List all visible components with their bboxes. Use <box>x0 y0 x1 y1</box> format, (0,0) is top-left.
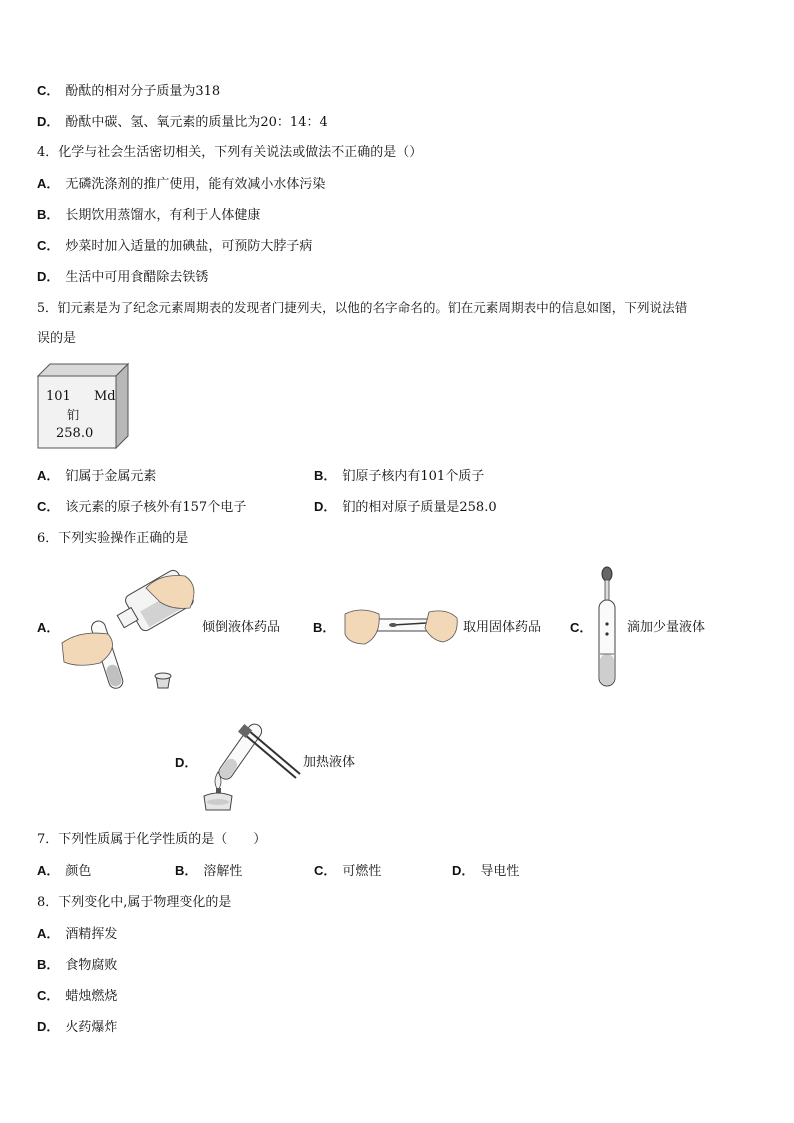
q5-option-a <box>37 467 156 486</box>
q6-option-c-label: C． <box>570 620 593 635</box>
option-text: 该元素的原子核外有157个电子 <box>65 500 247 515</box>
element-mass: 258.0 <box>56 426 94 441</box>
q4-stem: 4．化学与社会生活密切相关，下列有关说法或做法不正确的是（） <box>37 145 423 160</box>
option-text: 钔属于金属元素 <box>65 469 157 484</box>
q5-option-c <box>37 498 246 517</box>
option-label: D． <box>37 1019 60 1034</box>
option-label: A． <box>37 468 60 483</box>
q6-option-b-label: B． <box>313 620 336 635</box>
q5-stem-line2: 误的是 <box>37 331 77 346</box>
q4-option-b <box>37 206 260 225</box>
option-text: 无磷洗涤剂的推广使用，能有效减小水体污染 <box>65 177 326 192</box>
q7-stem: 7．下列性质属于化学性质的是（ ） <box>37 832 267 847</box>
solid-reagent-illustration <box>343 604 459 650</box>
option-label: A． <box>37 863 60 878</box>
option-label: A． <box>37 926 60 941</box>
option-label: C． <box>314 863 337 878</box>
option-label: C． <box>37 499 60 514</box>
option-label: B． <box>37 957 60 972</box>
q3-option-d <box>37 113 328 132</box>
q6-option-b-caption: 取用固体药品 <box>463 620 542 635</box>
q4-option-d <box>37 268 208 287</box>
option-label: B． <box>314 468 337 483</box>
q7-option-c <box>314 862 381 881</box>
pouring-liquid-illustration <box>60 568 200 698</box>
option-text: 溶解性 <box>203 864 243 879</box>
option-text: 炒菜时加入适量的加碘盐，可预防大脖子病 <box>65 239 313 254</box>
q6-option-c-caption: 滴加少量液体 <box>627 620 706 635</box>
option-text: 蜡烛燃烧 <box>65 989 118 1004</box>
q7-option-d <box>452 862 519 881</box>
q8-option-c <box>37 987 117 1006</box>
q4-option-a <box>37 175 325 194</box>
q3-option-c <box>37 82 220 101</box>
option-label: A． <box>37 176 60 191</box>
q6-option-d-caption: 加热液体 <box>303 755 356 770</box>
option-text: 食物腐败 <box>65 958 118 973</box>
element-symbol: Md <box>94 389 116 404</box>
option-text: 酚酞中碳、氢、氧元素的质量比为20：14：4 <box>65 115 328 130</box>
heating-liquid-illustration <box>196 716 300 812</box>
q8-option-d <box>37 1018 117 1037</box>
dropper-illustration <box>594 566 620 690</box>
option-label: D． <box>314 499 337 514</box>
option-text: 可燃性 <box>342 864 382 879</box>
q7-option-a <box>37 862 91 881</box>
option-label: D． <box>37 269 60 284</box>
q5-option-d <box>314 498 497 517</box>
option-label: B． <box>175 863 198 878</box>
option-text: 生活中可用食醋除去铁锈 <box>65 270 209 285</box>
option-label: C． <box>37 83 60 98</box>
option-label: D． <box>37 114 60 129</box>
q6-stem: 6．下列实验操作正确的是 <box>37 531 189 546</box>
q5-stem-line1: 5．钔元素是为了纪念元素周期表的发现者门捷列夫，以他的名字命名的。钔在元素周期表中的信息如图，下列说法错 <box>37 300 688 315</box>
q4-option-c <box>37 237 312 256</box>
option-text: 颜色 <box>65 864 92 879</box>
q7-option-b <box>175 862 242 881</box>
option-text: 火药爆炸 <box>65 1020 118 1035</box>
q8-option-b <box>37 956 117 975</box>
option-text: 钔原子核内有101个质子 <box>342 469 485 484</box>
option-label: C． <box>37 238 60 253</box>
option-label: B． <box>37 207 60 222</box>
q8-stem: 8．下列变化中,属于物理变化的是 <box>37 895 232 910</box>
option-text: 长期饮用蒸馏水，有利于人体健康 <box>65 208 261 223</box>
q8-option-a <box>37 925 117 944</box>
option-text: 导电性 <box>480 864 520 879</box>
option-text: 酒精挥发 <box>65 927 118 942</box>
option-label: D． <box>452 863 475 878</box>
element-name: 钔 <box>67 408 80 422</box>
option-text: 钔的相对原子质量是258.0 <box>342 500 497 515</box>
q5-option-b <box>314 467 484 486</box>
q6-option-d-label: D． <box>175 755 198 770</box>
element-number: 101 <box>46 389 71 404</box>
option-label: C． <box>37 988 60 1003</box>
q6-option-a-caption: 倾倒液体药品 <box>202 620 281 635</box>
q6-option-a-label: A． <box>37 620 60 635</box>
option-text: 酚酞的相对分子质量为318 <box>65 84 221 99</box>
